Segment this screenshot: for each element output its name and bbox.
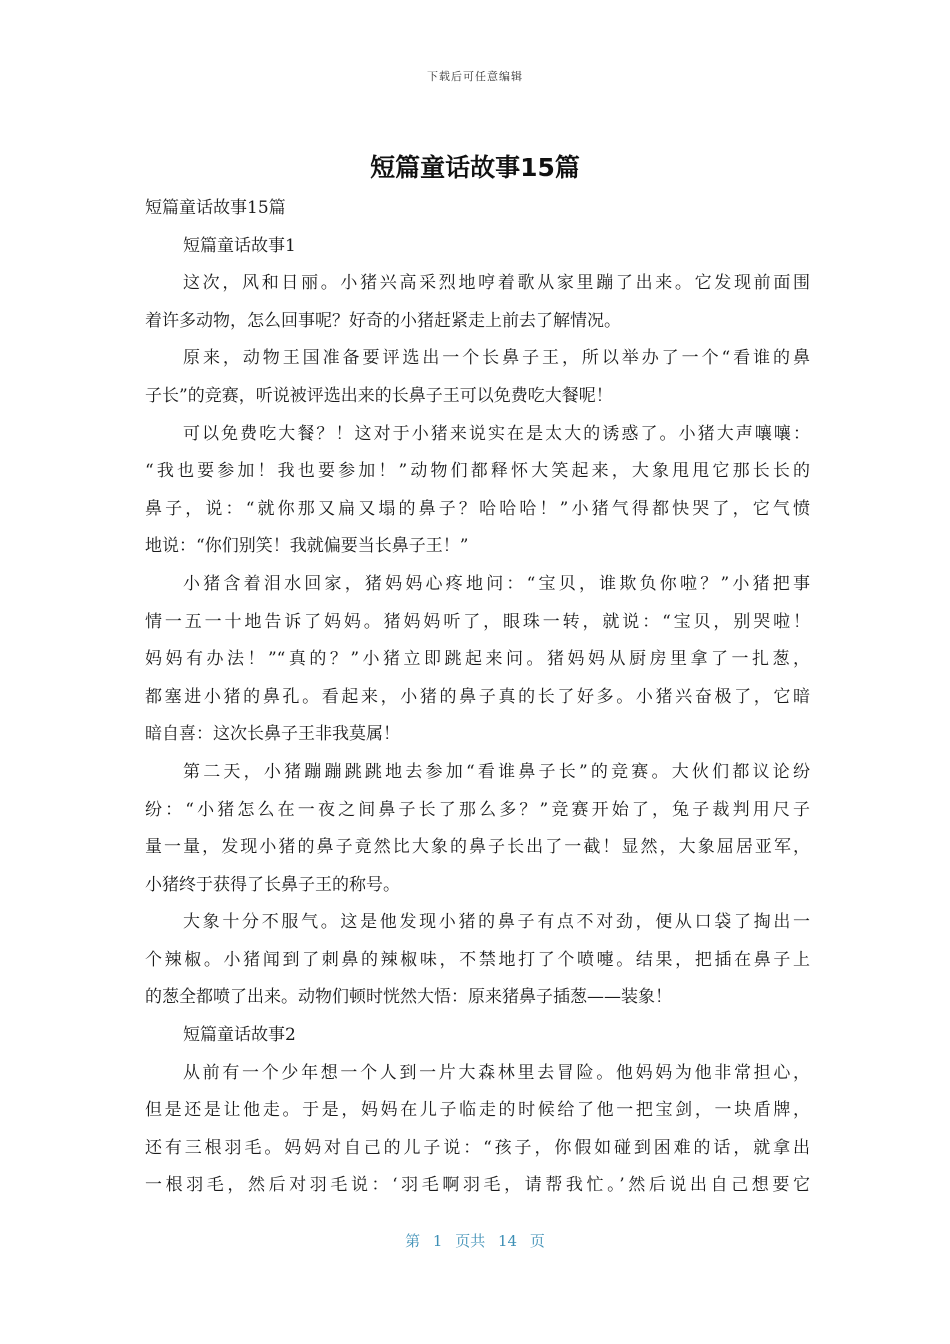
text-line: 都塞进小猪的鼻孔。看起来，小猪的鼻子真的长了好多。小猪兴奋极了，它暗	[145, 686, 810, 707]
text-line: 着许多动物，怎么回事呢？好奇的小猪赶紧走上前去了解情况。	[145, 310, 621, 331]
text-line: 小猪终于获得了长鼻子王的称号。	[145, 874, 400, 895]
text-line: 的葱全都喷了出来。动物们顿时恍然大悟：原来猪鼻子插葱——装象！	[145, 987, 672, 1008]
text-line: 大象十分不服气。这是他发现小猪的鼻子有点不对劲，便从口袋了掏出一	[183, 912, 810, 933]
text-line: 短篇童话故事15篇	[145, 198, 286, 218]
text-line: 个辣椒。小猪闻到了刺鼻的辣椒味，不禁地打了个喷嚏。结果，把插在鼻子上	[145, 949, 810, 970]
text-line: 量一量，发现小猪的鼻子竟然比大象的鼻子长出了一截！显然，大象屈居亚军，	[145, 837, 810, 858]
text-line: 妈妈有办法！”“真的？”小猪立即跳起来问。猪妈妈从厨房里拿了一扎葱，	[145, 649, 810, 670]
text-line: 纷：“小猪怎么在一夜之间鼻子长了那么多？”竞赛开始了，兔子裁判用尺子	[145, 799, 810, 820]
document-title: 短篇童话故事15篇	[370, 153, 580, 182]
text-line: 第二天，小猪蹦蹦跳跳地去参加“看谁鼻子长”的竞赛。大伙们都议论纷	[183, 761, 810, 782]
text-line: 情一五一十地告诉了妈妈。猪妈妈听了，眼珠一转，就说：“宝贝，别哭啦！	[145, 611, 810, 632]
text-line: 暗自喜：这次长鼻子王非我莫属！	[145, 724, 400, 745]
text-line: 一根羽毛，然后对羽毛说：‘羽毛啊羽毛，请帮我忙。’然后说出自己想要它	[145, 1175, 810, 1196]
document-body	[145, 193, 810, 1208]
page-number-footer: 第 1 页共 14 页	[405, 1232, 545, 1250]
text-line: 地说：“你们别笑！我就偏要当长鼻子王！”	[145, 536, 469, 557]
text-line: 从前有一个少年想一个人到一片大森林里去冒险。他妈妈为他非常担心，	[183, 1062, 810, 1083]
text-line: 小猪含着泪水回家，猪妈妈心疼地问：“宝贝，谁欺负你啦？”小猪把事	[183, 573, 810, 594]
text-line: 还有三根羽毛。妈妈对自己的儿子说：“孩子，你假如碰到困难的话，就拿出	[145, 1137, 810, 1158]
text-line: 鼻子，说：“就你那又扁又塌的鼻子？哈哈哈！”小猪气得都快哭了，它气愤	[145, 498, 810, 519]
page-header-note: 下载后可任意编辑	[427, 70, 523, 83]
text-line: 短篇童话故事1	[183, 235, 296, 256]
text-line: 原来，动物王国准备要评选出一个长鼻子王，所以举办了一个“看谁的鼻	[183, 348, 810, 369]
text-line: “我也要参加！我也要参加！”动物们都释怀大笑起来，大象甩甩它那长长的	[145, 461, 810, 482]
text-line: 但是还是让他走。于是，妈妈在儿子临走的时候给了他一把宝剑，一块盾牌，	[145, 1100, 810, 1121]
text-line: 这次，风和日丽。小猪兴高采烈地哼着歌从家里蹦了出来。它发现前面围	[183, 273, 810, 294]
text-line: 短篇童话故事2	[183, 1025, 296, 1046]
text-line: 可以免费吃大餐？！这对于小猪来说实在是太大的诱惑了。小猪大声嚷嚷：	[183, 423, 810, 444]
text-line: 子长”的竞赛，听说被评选出来的长鼻子王可以免费吃大餐呢！	[145, 385, 613, 406]
